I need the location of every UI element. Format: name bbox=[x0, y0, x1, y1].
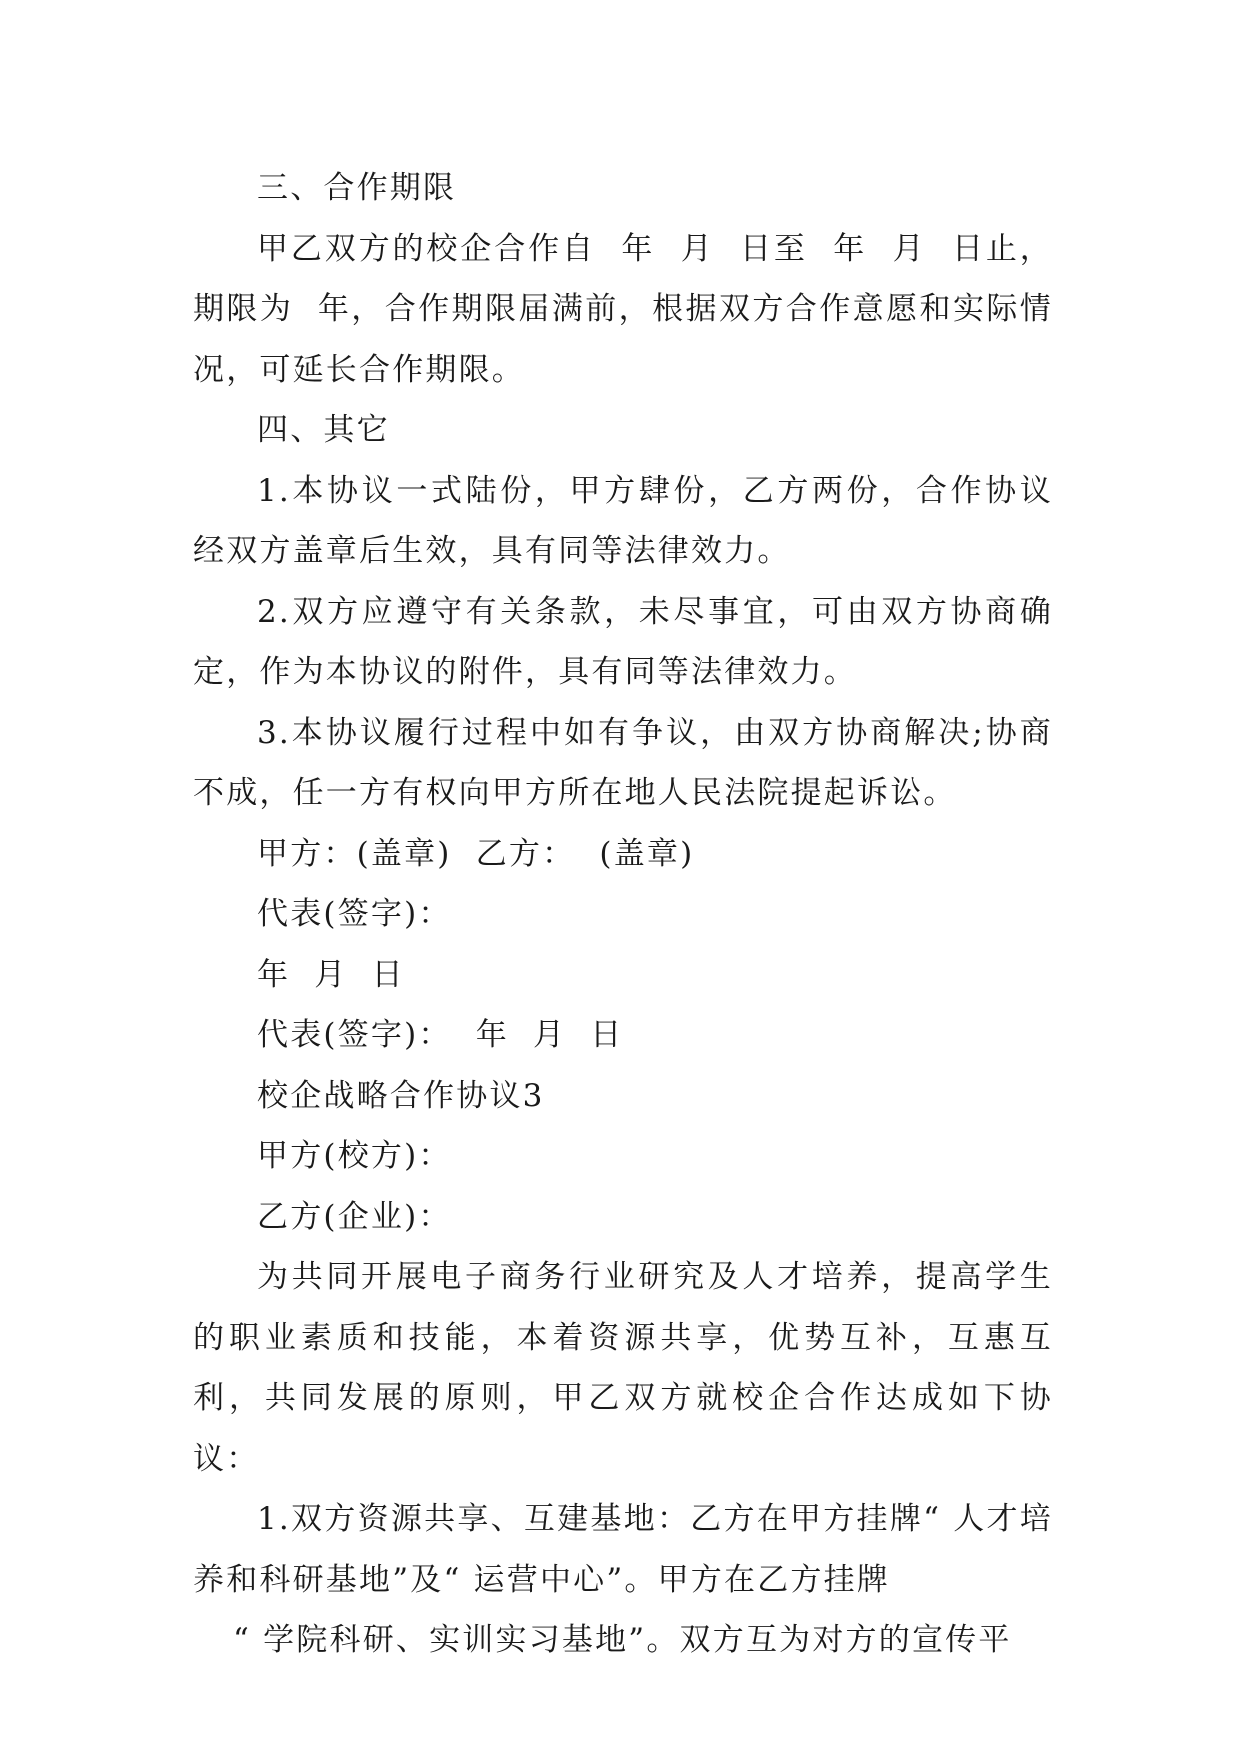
party-b-enterprise: 乙方(企业)： bbox=[257, 1198, 452, 1235]
document-body bbox=[193, 158, 1053, 1671]
party-a-school: 甲方(校方)： bbox=[257, 1138, 452, 1174]
section-heading-other: 四、其它 bbox=[257, 412, 390, 448]
signature-representative-b-date: 代表(签字)： 年 月 日 bbox=[257, 1017, 624, 1053]
clause-1-copies: 1.本协议一式陆份，甲方肆份，乙方两份，合作协议经双方盖章后生效，具有同等法律效力。 bbox=[193, 472, 1053, 569]
agreement-title: 校企战略合作协议3 bbox=[257, 1077, 545, 1114]
clause-1-continued: “ 学院科研、实训实习基地”。双方互为对方的宣传平 bbox=[233, 1622, 1012, 1658]
paragraph-preamble: 为共同开展电子商务行业研究及人才培养，提高学生的职业素质和技能，本着资源共享，优势互补，互惠互利，共同发展的原则，甲乙双方就校企合作达成如下协议： bbox=[193, 1259, 1053, 1477]
clause-2-terms: 2.双方应遵守有关条款，未尽事宜，可由双方协商确定，作为本协议的附件，具有同等法律效力。 bbox=[193, 593, 1053, 690]
section-heading-term: 三、合作期限 bbox=[257, 170, 457, 206]
clause-3-disputes: 3.本协议履行过程中如有争议，由双方协商解决;协商不成，任一方有权向甲方所在地人民法院提起诉讼。 bbox=[193, 714, 1053, 811]
signature-date-a: 年 月 日 bbox=[257, 956, 405, 993]
signature-parties-seal: 甲方：(盖章) 乙方： (盖章) bbox=[257, 835, 695, 872]
paragraph-term-duration: 甲乙双方的校企合作自 年 月 日至 年 月 日止，期限为 年，合作期限届满前，根据双方合作意愿和实际情况，可延长合作期限。 bbox=[193, 230, 1053, 388]
signature-representative-a: 代表(签字)： bbox=[257, 896, 452, 932]
clause-1-resource-sharing: 1.双方资源共享、互建基地：乙方在甲方挂牌“ 人才培养和科研基地”及“ 运营中心”。甲方在乙方挂牌 bbox=[193, 1501, 1053, 1598]
